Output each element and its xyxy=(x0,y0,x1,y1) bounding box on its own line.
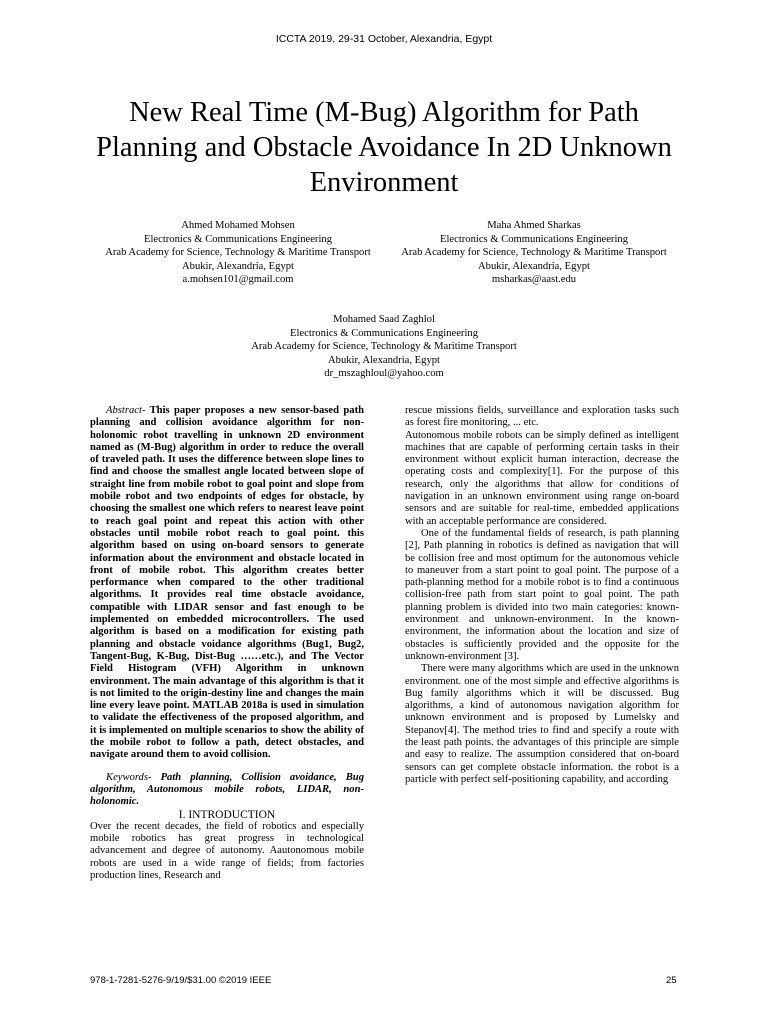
keywords-label: Keywords- xyxy=(106,771,152,783)
author-department: Electronics & Communications Engineering xyxy=(440,233,628,245)
author-department: Electronics & Communications Engineering xyxy=(144,233,332,245)
author-department: Electronics & Communications Engineering xyxy=(290,327,478,339)
author-block-1 xyxy=(88,219,388,287)
author-email: a.mohsen101@gmail.com xyxy=(182,274,294,285)
author-block-3 xyxy=(234,313,534,381)
abstract-text: This paper proposes a new sensor-based path planning and collision avoidance algorithm for non-holonomic robot travelling in unknown 2D environment named as (M-Bug) algorithm in order to reduce the overall of traveled path. It uses the difference between slope lines to find and choose the smallest angle located between slope of straight line from mobile robot to goal point and slope from mobile robot and two endpoints of edges for obstacle, by choosing the smallest one which refers to nearest leave point to reach goal point and repeat this action with other obstacles until mobile robot reach to goal point. this algorithm based on using on-board sensors to generate information about the environment and obstacle located in front of mobile robot. This algorithm creates better performance when compared to the other traditional algorithms. It provides real time obstacle avoidance, compatible with LIDAR sensor and fast enough to be implemented on embedded microcontrollers. The used algorithm is based on a modification for existing path planning and obstacle voidance algorithms (Bug1, Bug2, Tangent-Bug, K-Bug, Dist-Bug ……etc.), and The Vector Field Histogram (VFH) Algorithm in unknown environment. The main advantage of this algorithm is that it is not limited to the origin-destiny line and changes the main line every leave point. MATLAB 2018a is used in simulation to validate the effectiveness of the proposed algorithm, and it is implemented on multiple scenarios to show the ability of the mobile robot to follow a path, detect obstacles, and navigate around them to avoid collision. xyxy=(90,405,364,761)
author-email: msharkas@aast.edu xyxy=(491,274,577,285)
author-organization: Arab Academy for Science, Technology & Maritime Transport xyxy=(105,247,371,258)
body-paragraph: There were many algorithms which are used in the unknown environment. one of the most simple and effective algorithms is Bug family algorithms which it will be discussed. Bug algorithms, a kind of autonomous navigation algorithm for unknown environment and is proposed by Lumelsky and Stepanov[4]. The method tries to find and specify a route with the least path points. the advantages of this principle are simple and easy to realize. The assumption considered that on-board sensors can get complete obstacle information. the robot is a particle with perfect self-positioning capability, and according xyxy=(405,663,679,785)
author-city: Abukir, Alexandria, Egypt xyxy=(328,354,440,366)
keywords-text: Path planning, Collision avoidance, Bug algorithm, Autonomous mobile robots, LIDAR, non-holonomic. xyxy=(90,771,364,808)
paper-title: New Real Time (M-Bug) Algorithm for Path Planning and Obstacle Avoidance In 2D Unknown Environment xyxy=(96,97,672,198)
copyright-footer: 978-1-7281-5276-9/19/$31.00 ©2019 IEEE xyxy=(90,975,272,986)
author-organization: Arab Academy for Science, Technology & Maritime Transport xyxy=(401,247,667,258)
author-name: Maha Ahmed Sharkas xyxy=(487,220,581,231)
author-city: Abukir, Alexandria, Egypt xyxy=(182,260,294,272)
author-city: Abukir, Alexandria, Egypt xyxy=(478,260,590,272)
left-column xyxy=(90,405,364,882)
author-email: dr_mszaghloul@yahoo.com xyxy=(324,368,444,379)
abstract xyxy=(90,405,364,762)
author-block-2 xyxy=(384,219,684,287)
body-paragraph: rescue missions fields, surveillance and exploration tasks such as forest fire monitoring, ... etc. xyxy=(405,405,679,429)
body-paragraph: One of the fundamental fields of research, is path planning [2], Path planning in robotics is defined as navigation that will be collision free and most optimum for the autonomous vehicle to maneuver from a start point to goal point. The purpose of a path-planning method for a mobile robot is to find a continuous collision-free path from start point to goal point. The path planning problem is divided into two main categories: known-environment and unknown-environment. In the known-environment, the information about the location and size of obstacles is sufficiently provided and the opposite for the unknown-environment [3]. xyxy=(405,527,679,662)
keywords xyxy=(90,772,364,809)
author-name: Ahmed Mohamed Mohsen xyxy=(181,220,295,231)
page-number: 25 xyxy=(666,975,677,986)
author-name: Mohamed Saad Zaghlol xyxy=(333,314,435,325)
conference-header: ICCTA 2019, 29-31 October, Alexandria, Egypt xyxy=(275,33,493,45)
abstract-label: Abstract- xyxy=(106,405,146,416)
author-organization: Arab Academy for Science, Technology & Maritime Transport xyxy=(251,341,517,352)
body-paragraph: Autonomous mobile robots can be simply defined as intelligent machines that are capable of performing certain tasks in their environment without explicit human interaction, decrease the operating costs and complexity[1]. For the purpose of this research, only the algorithms that allow for conditions of navigation in an unknown environment using range on-board sensors and are suitable for real-time, embedded applications with an acceptable performance are considered. xyxy=(405,429,679,527)
right-column xyxy=(405,405,679,786)
intro-paragraph: Over the recent decades, the field of robotics and especially mobile robotics has great progress in technological advancement and degree of autonomy. Aautonomous mobile robots are used in a wide range of fields; from factories production lines, Research and xyxy=(90,820,364,881)
section-heading-introduction: I. INTRODUCTION xyxy=(178,808,276,821)
